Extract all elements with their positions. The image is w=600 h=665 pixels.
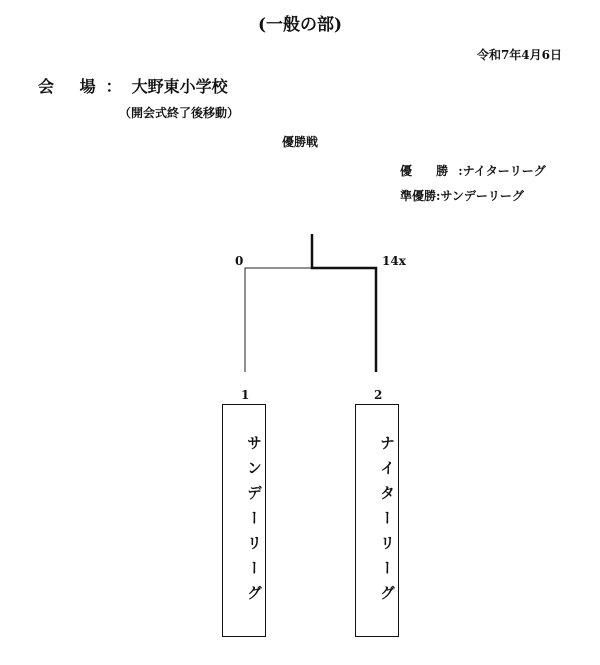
match-title: 優勝戦 <box>281 135 318 149</box>
result-champion-label: 優 勝 <box>400 164 459 178</box>
result-runner-up-team: サンデーリーグ <box>440 189 524 203</box>
score-team-1: 0 <box>235 254 244 268</box>
result-champion-team: ナイターリーグ <box>462 164 546 178</box>
bracket-line-team-1 <box>245 268 312 372</box>
bracket-line-team-2-winner <box>312 234 376 372</box>
team-box-1 <box>222 404 266 637</box>
score-team-2: 14x <box>382 254 406 268</box>
result-colon: : <box>436 189 441 203</box>
team-name: ナイターリーグ <box>378 435 396 610</box>
venue-colon: ： <box>105 77 122 96</box>
result-runner-up-label: 準優勝 <box>400 189 437 203</box>
venue-label: 会 場 <box>38 77 106 96</box>
seed-number-1: 1 <box>241 388 250 402</box>
team-box-2 <box>355 404 399 637</box>
event-date: 令和7年4月6日 <box>476 48 562 62</box>
result-colon: : <box>458 164 463 178</box>
team-name: サンデーリーグ <box>245 435 263 610</box>
venue-note: （開会式終了後移動） <box>119 106 240 120</box>
page-title: (一般の部) <box>257 15 343 35</box>
venue-name: 大野東小学校 <box>131 77 228 96</box>
seed-number-2: 2 <box>374 388 383 402</box>
